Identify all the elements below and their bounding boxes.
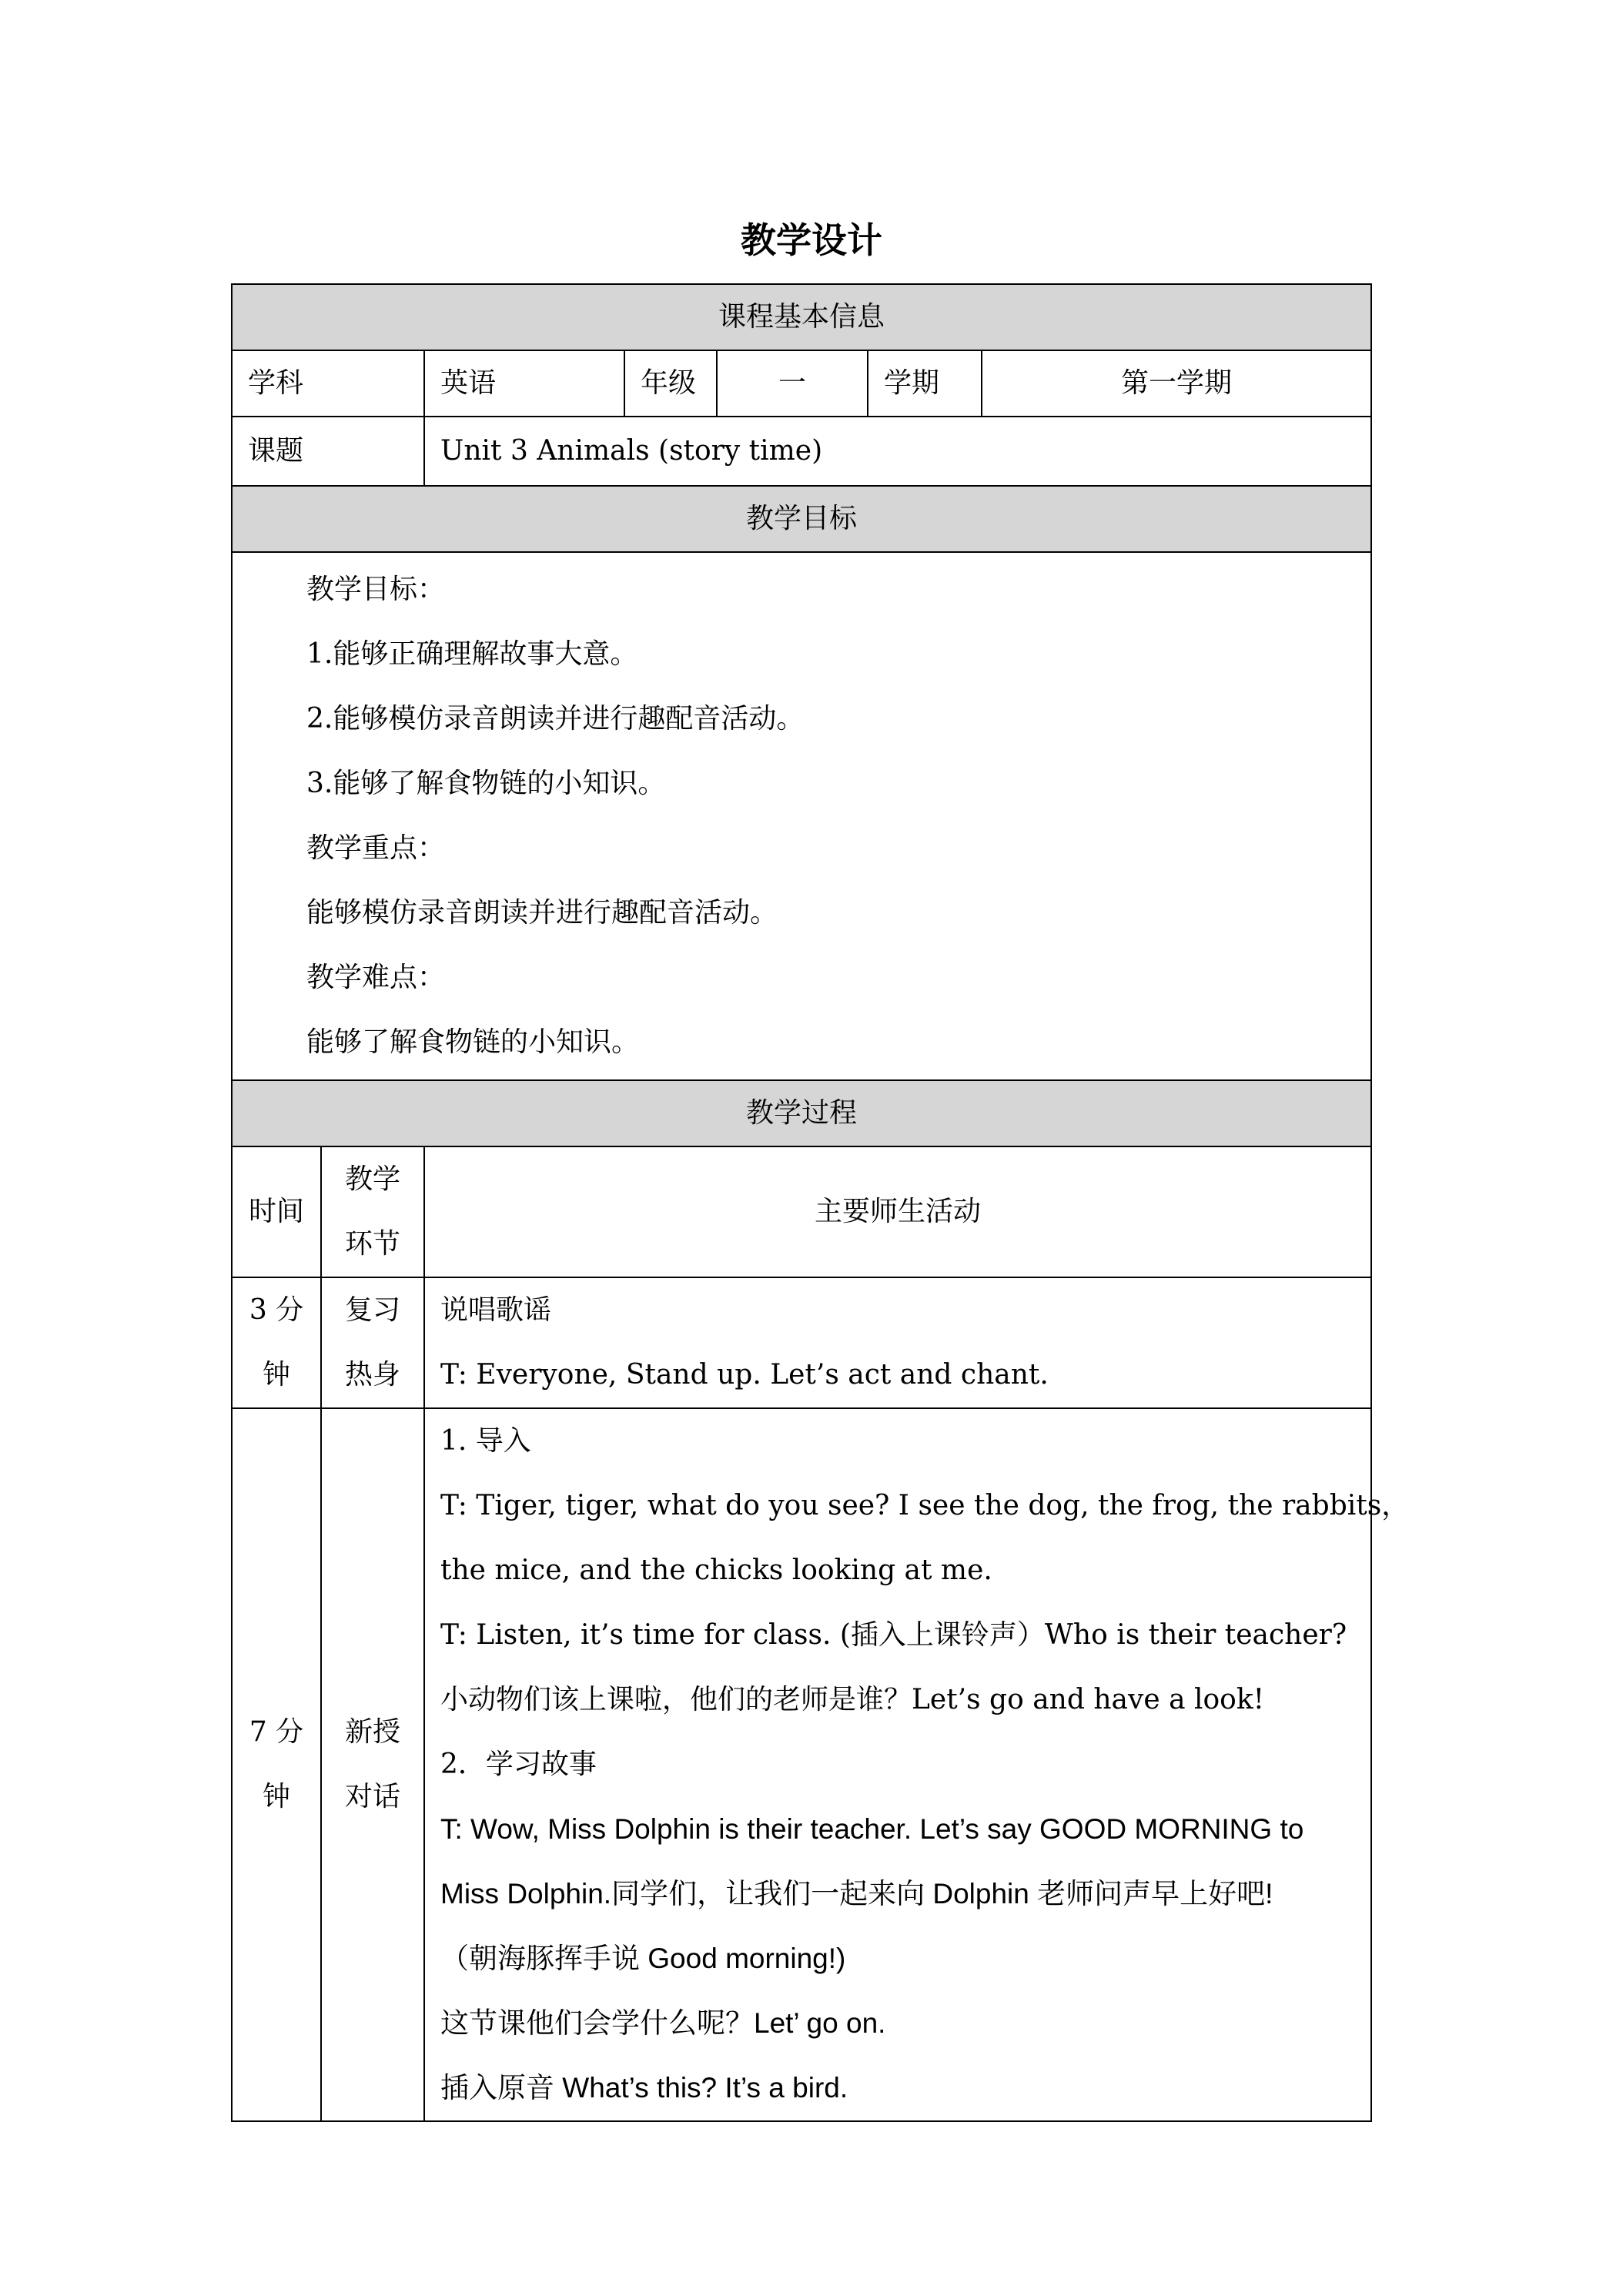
activity-line: 说唱歌谣 bbox=[440, 1294, 552, 1326]
stage-line: 复习 bbox=[344, 1294, 400, 1326]
col-stage-line: 教学 bbox=[344, 1163, 400, 1195]
activity-line: 插入原音 What’s this? It’s a bird. bbox=[440, 2072, 848, 2104]
col-stage bbox=[321, 1146, 424, 1277]
process-row bbox=[232, 1277, 1371, 1408]
term-value: 第一学期 bbox=[982, 350, 1371, 417]
goals-line: 教学重点： bbox=[306, 832, 446, 864]
col-activity: 主要师生活动 bbox=[424, 1146, 1371, 1277]
activity-line: 小动物们该上课啦，他们的老师是谁？Let’s go and have a look! bbox=[440, 1684, 1265, 1715]
time-line: 钟 bbox=[262, 1359, 290, 1391]
process-header-row bbox=[232, 1080, 1371, 1146]
grade-value: 一 bbox=[717, 350, 868, 417]
activity-line: 1. 导入 bbox=[440, 1425, 531, 1457]
activity-line: 2．学习故事 bbox=[440, 1749, 597, 1780]
time-line: 7 分 bbox=[249, 1716, 304, 1748]
subject-value: 英语 bbox=[424, 350, 624, 417]
topic-label: 课题 bbox=[232, 417, 424, 486]
activity-line: T: Tiger, tiger, what do you see? I see the dog, the frog, the rabbits， bbox=[440, 1490, 1410, 1521]
activity-line: T: Listen, it’s time for class. (插入上课铃声）Who is their teacher? bbox=[440, 1619, 1347, 1651]
basic-info-header-row bbox=[232, 284, 1371, 350]
process-stage bbox=[321, 1408, 424, 2121]
activity-line: 这节课他们会学什么呢？Let’ go on. bbox=[440, 2007, 886, 2039]
goals-line: 1.能够正确理解故事大意。 bbox=[306, 638, 638, 670]
goals-content bbox=[232, 552, 1371, 1080]
activity-line: T: Everyone, Stand up. Let’s act and chant. bbox=[440, 1359, 1049, 1391]
grade-label: 年级 bbox=[624, 350, 717, 417]
goals-header-row bbox=[232, 486, 1371, 552]
page-title: 教学设计 bbox=[741, 219, 882, 261]
col-time: 时间 bbox=[232, 1146, 321, 1277]
process-columns-row bbox=[232, 1146, 1371, 1277]
process-time bbox=[232, 1408, 321, 2121]
goals-line: 教学目标： bbox=[306, 574, 446, 605]
basic-info-header: 课程基本信息 bbox=[232, 284, 1371, 350]
stage-line: 对话 bbox=[344, 1781, 400, 1812]
process-row bbox=[232, 1408, 1371, 2121]
activity-line: Miss Dolphin.同学们，让我们一起来向 Dolphin 老师问声早上好吧! bbox=[440, 1878, 1273, 1909]
goals-line: 教学难点： bbox=[306, 962, 446, 993]
process-time bbox=[232, 1277, 321, 1408]
goals-row bbox=[232, 552, 1371, 1080]
activity-line: T: Wow, Miss Dolphin is their teacher. Let’s say GOOD MORNING to bbox=[440, 1813, 1304, 1845]
goals-line: 能够了解食物链的小知识。 bbox=[306, 1026, 640, 1058]
process-header: 教学过程 bbox=[232, 1080, 1371, 1146]
col-stage-line: 环节 bbox=[344, 1228, 400, 1260]
activity-line: the mice, and the chicks looking at me. bbox=[440, 1555, 992, 1586]
goals-line: 3.能够了解食物链的小知识。 bbox=[306, 768, 666, 799]
topic-value: Unit 3 Animals (story time) bbox=[424, 417, 1371, 486]
activity-line: （朝海豚挥手说 Good morning!) bbox=[440, 1943, 846, 1974]
subject-label: 学科 bbox=[232, 350, 424, 417]
lesson-design-table bbox=[231, 283, 1410, 2122]
term-label: 学期 bbox=[868, 350, 982, 417]
time-line: 3 分 bbox=[249, 1294, 304, 1326]
goals-line: 能够模仿录音朗读并进行趣配音活动。 bbox=[306, 897, 778, 929]
topic-row bbox=[232, 417, 1371, 486]
stage-line: 热身 bbox=[344, 1359, 400, 1391]
process-activity bbox=[424, 1277, 1371, 1408]
process-activity bbox=[424, 1408, 1410, 2121]
time-line: 钟 bbox=[262, 1781, 290, 1812]
process-stage bbox=[321, 1277, 424, 1408]
subject-row bbox=[232, 350, 1371, 417]
goals-line: 2.能够模仿录音朗读并进行趣配音活动。 bbox=[306, 703, 805, 735]
stage-line: 新授 bbox=[344, 1716, 400, 1748]
goals-header: 教学目标 bbox=[232, 486, 1371, 552]
